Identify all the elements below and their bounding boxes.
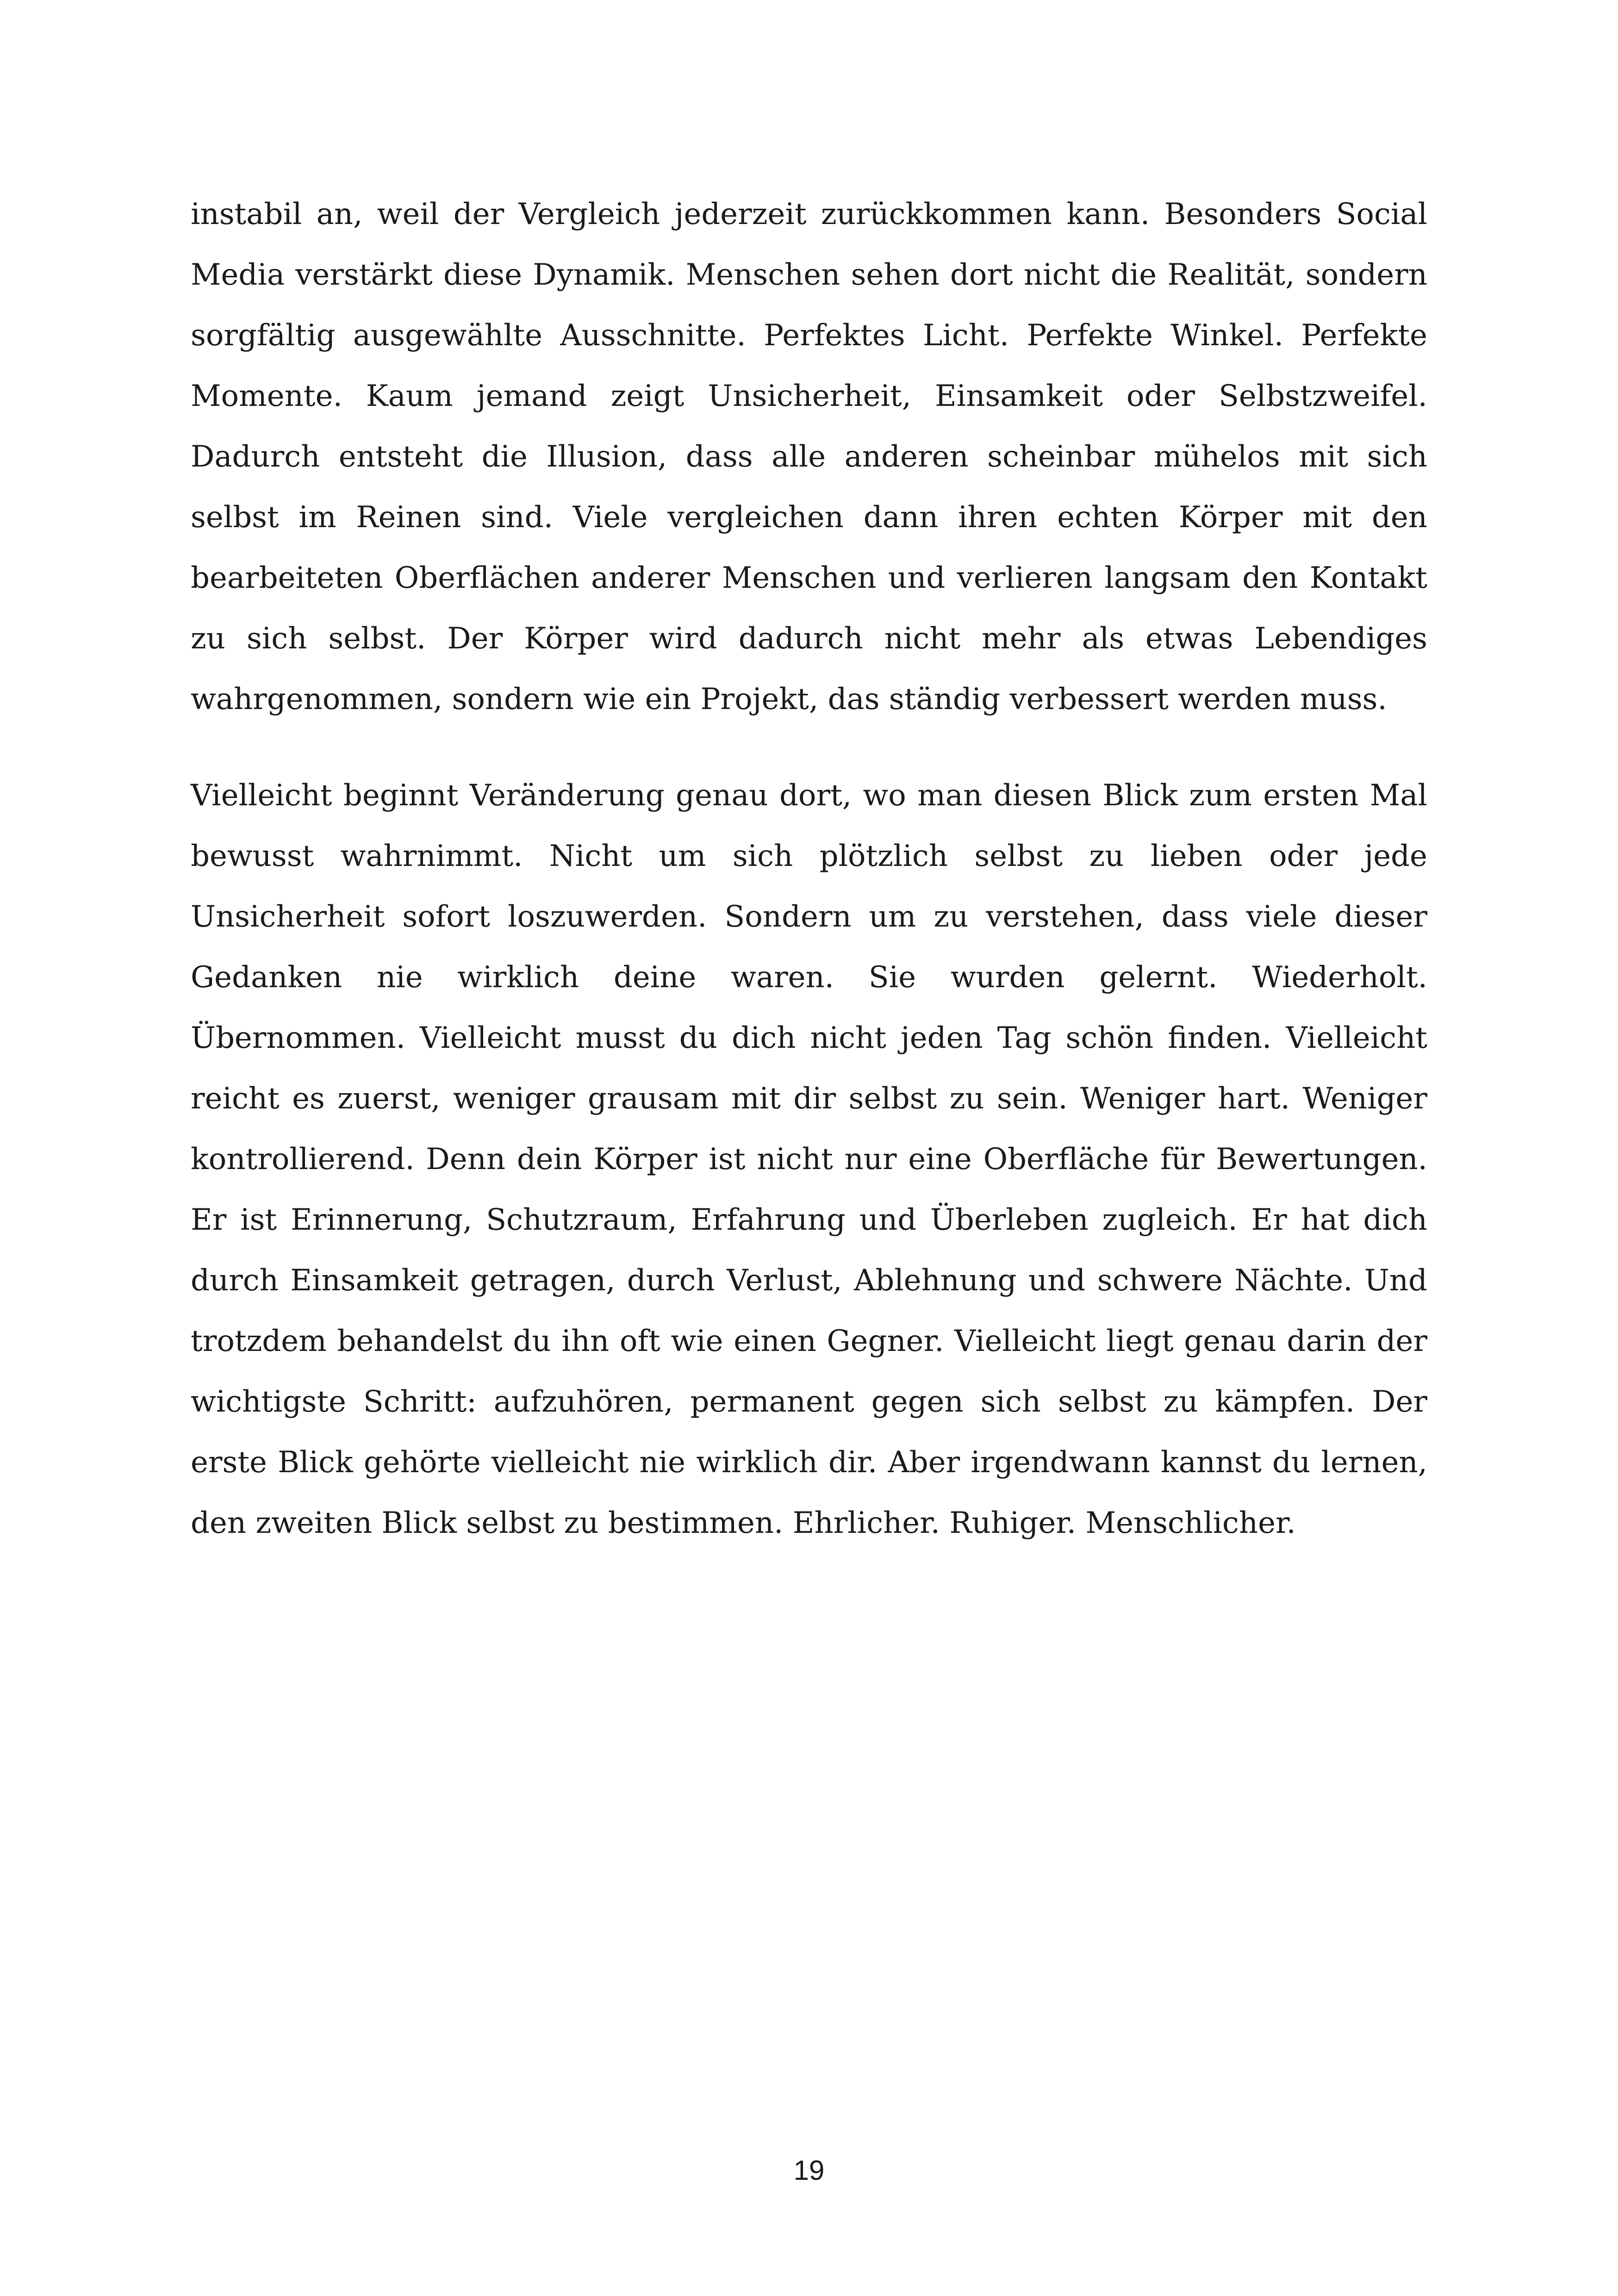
body-text — [191, 184, 1427, 1554]
paragraph: Vielleicht beginnt Veränderung genau dort, wo man diesen Blick zum ersten Mal bewusst wahrnimmt. Nicht um sich plötzlich selbst zu lieben oder jede Unsicherheit sofort loszuwerden. Sondern um zu verstehen, dass viele dieser Gedanken nie wirklich deine waren. Sie wurden gelernt. Wiederholt. Übernommen. Vielleicht musst du dich nicht jeden Tag schön finden. Vielleicht reicht es zuerst, weniger grausam mit dir selbst zu sein. Weniger hart. Weniger kontrollierend. Denn dein Körper ist nicht nur eine Oberfläche für Bewertungen. Er ist Erinnerung, Schutzraum, Erfahrung und Überleben zugleich. Er hat dich durch Einsamkeit getragen, durch Verlust, Ablehnung und schwere Nächte. Und trotzdem behandelst du ihn oft wie einen Gegner. Vielleicht liegt genau darin der wichtigste Schritt: aufzuhören, permanent gegen sich selbst zu kämpfen. Der erste Blick gehörte vielleicht nie wirklich dir. Aber irgendwann kannst du lernen, den zweiten Blick selbst zu bestimmen. Ehrlicher. Ruhiger. Menschlicher. — [191, 778, 1427, 1540]
paragraph: instabil an, weil der Vergleich jederzeit zurückkommen kann. Besonders Social Media verstärkt diese Dynamik. Menschen sehen dort nicht die Realität, sondern sorgfältig ausgewählte Ausschnitte. Perfektes Licht. Perfekte Winkel. Perfekte Momente. Kaum jemand zeigt Unsicherheit, Einsamkeit oder Selbstzweifel. Dadurch entsteht die Illusion, dass alle anderen scheinbar mühelos mit sich selbst im Reinen sind. Viele vergleichen dann ihren echten Körper mit den bearbeiteten Oberflächen anderer Menschen und verlieren langsam den Kontakt zu sich selbst. Der Körper wird dadurch nicht mehr als etwas Lebendiges wahrgenommen, sondern wie ein Projekt, das ständig verbessert werden muss. — [191, 197, 1427, 716]
page-number: 19 — [793, 2155, 825, 2186]
